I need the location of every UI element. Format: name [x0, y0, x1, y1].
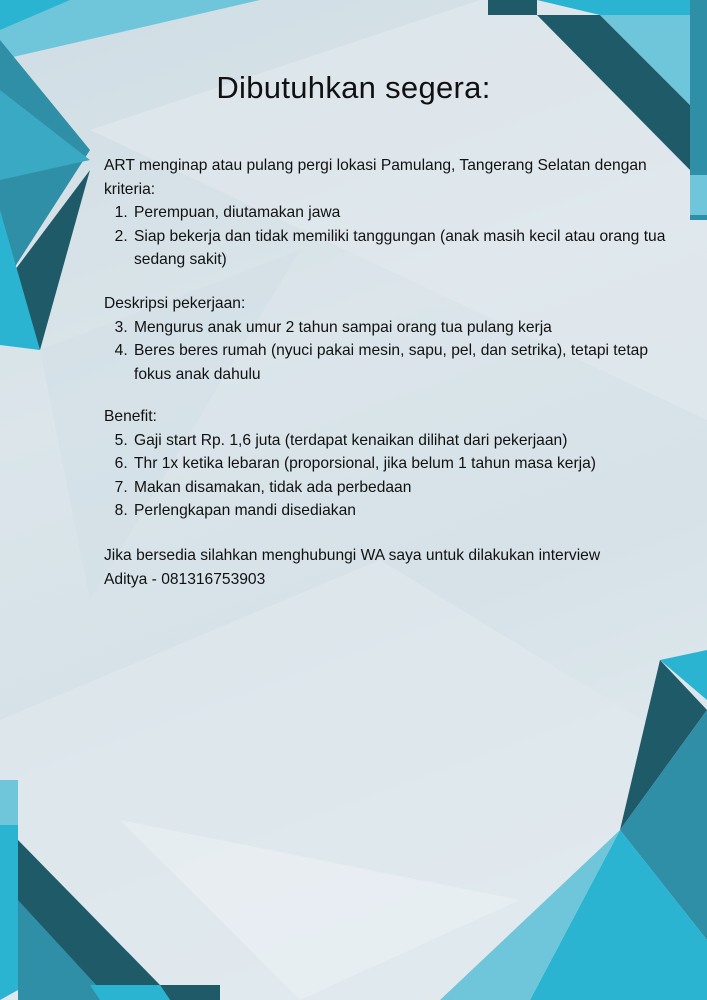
- intro-text: ART menginap atau pulang pergi lokasi Pamulang, Tangerang Selatan dengan kriteria:: [104, 157, 647, 198]
- list-item: 6. Thr 1x ketika lebaran (proporsional, jika belum 1 tahun masa kerja): [132, 452, 684, 476]
- list-item: 3. Mengurus anak umur 2 tahun sampai orang tua pulang kerja: [132, 316, 684, 340]
- contact-person: Aditya - 081316753903: [104, 570, 266, 588]
- criteria-list: [104, 201, 684, 272]
- contact-line: Jika bersedia silahkan menghubungi WA saya untuk dilakukan interview: [104, 547, 601, 564]
- benefit-list: [104, 429, 684, 523]
- job-section: [104, 292, 684, 386]
- job-list: [104, 316, 684, 387]
- list-item: 7. Makan disamakan, tidak ada perbedaan: [132, 476, 684, 500]
- page-title: Dibutuhkan segera:: [216, 70, 491, 105]
- list-item: 4. Beres beres rumah (nyuci pakai mesin, sapu, pel, dan setrika), tetapi tetap fokus anak dahulu: [132, 339, 684, 386]
- contact-section: [104, 544, 684, 591]
- list-item: 2. Siap bekerja dan tidak memiliki tanggungan (anak masih kecil atau orang tua sedang sakit): [132, 225, 684, 272]
- job-heading: Deskripsi pekerjaan:: [104, 295, 246, 312]
- intro-section: [104, 154, 684, 272]
- benefit-heading: Benefit:: [104, 408, 157, 425]
- list-item: 1. Perempuan, diutamakan jawa: [132, 201, 684, 225]
- list-item: 8. Perlengkapan mandi disediakan: [132, 499, 684, 523]
- list-item: 5. Gaji start Rp. 1,6 juta (terdapat kenaikan dilihat dari pekerjaan): [132, 429, 684, 453]
- benefit-section: [104, 405, 684, 523]
